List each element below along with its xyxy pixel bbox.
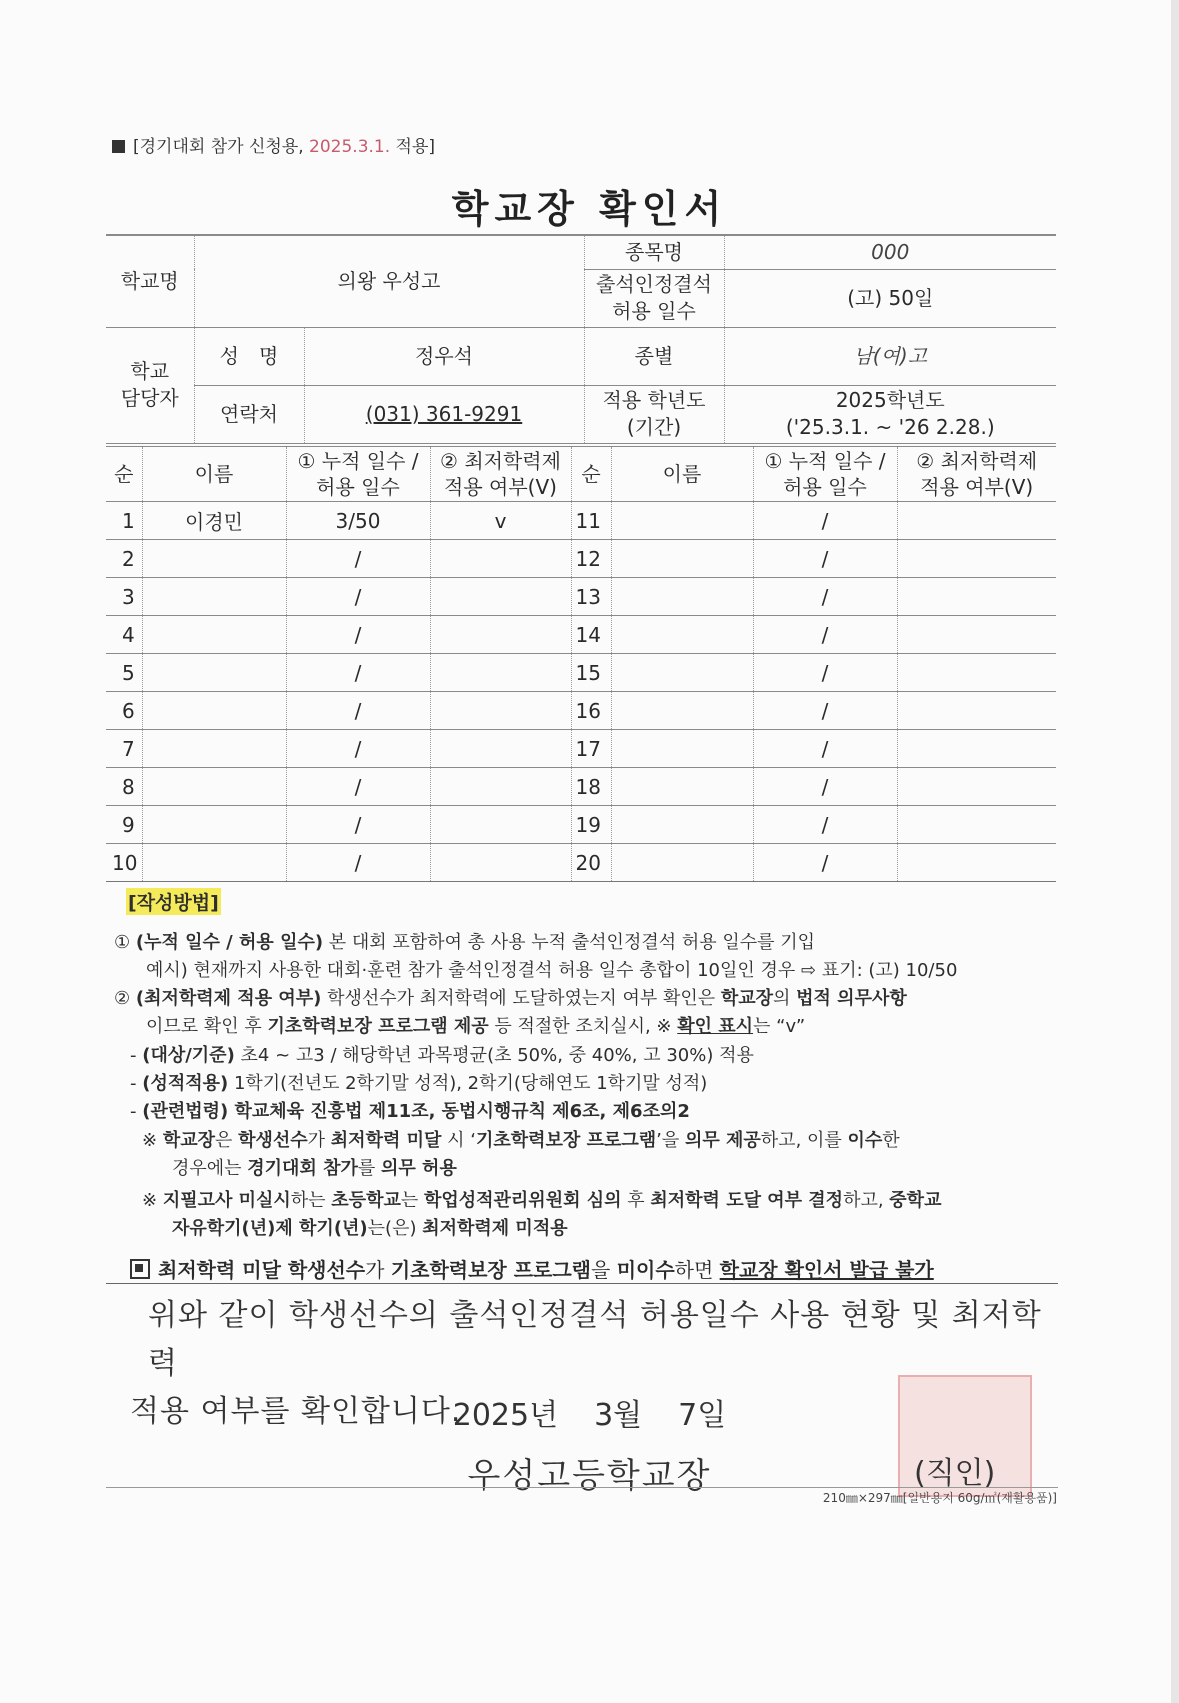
footnote <box>130 1254 1060 1283</box>
seq-cell: 16 <box>571 692 611 730</box>
instruction-10-bold2: 초등학교 <box>331 1190 401 1211</box>
instruction-line-6: - (성적적용) 1학기(전년도 2학기말 성적), 2학기(당해연도 1학기말 성적) <box>130 1073 708 1094</box>
seq-cell: 13 <box>571 578 611 616</box>
instruction-10-bold5: 중학교 <box>889 1190 942 1211</box>
check-cell <box>897 654 1056 692</box>
instruction-8-bold5: 의무 제공 <box>684 1130 761 1151</box>
instruction-10-bold3: 학업성적관리위원회 심의 <box>423 1190 622 1211</box>
instruction-4-text2: 등 적절한 조치실시, ※ <box>488 1016 678 1037</box>
check-cell <box>897 768 1056 806</box>
days-cell: / <box>753 616 897 654</box>
contact-value-cell <box>304 385 584 443</box>
instruction-8-bold6: 이수 <box>847 1130 883 1151</box>
check-cell <box>430 692 571 730</box>
instruction-9-text: 경우에는 <box>172 1158 248 1179</box>
roster-header-row <box>106 447 1056 502</box>
name-label: 성 명 <box>194 327 304 385</box>
seq-cell: 10 <box>106 844 142 882</box>
seq-header: 순 <box>571 447 611 502</box>
instruction-3-text2: 의 <box>773 988 797 1009</box>
instruction-11-bold: 자유학기(년)제 학기(년) <box>172 1218 368 1239</box>
table-row <box>106 806 1056 844</box>
name-cell <box>142 844 286 882</box>
name-cell <box>142 730 286 768</box>
instruction-8-text4: ’을 <box>656 1130 685 1151</box>
instruction-3-bold2: 학교장 <box>720 988 774 1009</box>
instruction-9-bold2: 의무 허용 <box>381 1158 457 1179</box>
days-cell: / <box>286 768 430 806</box>
min-header-line1: ② 최저학력제 <box>440 449 561 473</box>
roster-table <box>106 446 1056 882</box>
instruction-line-3 <box>114 984 907 1010</box>
check-cell: v <box>430 502 571 540</box>
staff-label-line1: 학교 <box>130 359 170 383</box>
check-cell <box>897 502 1056 540</box>
year-value-line1: 2025학년도 <box>835 388 945 412</box>
check-cell <box>430 540 571 578</box>
event-value: 000 <box>724 235 1056 269</box>
days-cell: / <box>753 730 897 768</box>
confirmation-line-2: 적용 여부를 확인합니다. <box>130 1394 462 1429</box>
instruction-4-bold: 기초학력보장 프로그램 제공 <box>267 1016 489 1037</box>
table-row <box>106 616 1056 654</box>
min-header <box>897 447 1056 502</box>
name-cell <box>611 540 753 578</box>
days-cell: / <box>753 806 897 844</box>
seq-cell: 20 <box>571 844 611 882</box>
contact-value: (031) 361-9291 <box>365 401 523 426</box>
year-value-line2: ('25.3.1. ~ '26 2.28.) <box>785 415 995 439</box>
header-note <box>112 132 435 157</box>
min-header-line2: 적용 여부(V) <box>444 475 557 499</box>
instruction-8-bold3: 최저학력 미달 <box>330 1130 442 1151</box>
year-value <box>724 385 1056 443</box>
allowed-days-label-line1: 출석인정결석 <box>596 272 712 296</box>
instruction-line-4 <box>146 1012 805 1038</box>
instruction-10-text4: 하고, <box>843 1190 890 1211</box>
footnote-bold2: 기초학력보장 프로그램 <box>390 1258 591 1282</box>
days-cell: / <box>753 692 897 730</box>
days-cell: / <box>286 616 430 654</box>
days-cell: / <box>286 540 430 578</box>
table-row <box>106 578 1056 616</box>
days-cell: / <box>753 502 897 540</box>
name-cell <box>611 844 753 882</box>
staff-label-line2: 담당자 <box>120 386 179 410</box>
instruction-8-text6: 한 <box>882 1130 900 1151</box>
gender-value: 남(여)고 <box>724 327 1056 385</box>
school-value: 의왕 우성고 <box>194 235 584 327</box>
circled-one: ① <box>114 932 131 953</box>
instruction-4-text3: 는 “v” <box>753 1016 806 1037</box>
instruction-11-bold2: 최저학력제 미적용 <box>422 1218 568 1239</box>
seq-cell: 4 <box>106 616 142 654</box>
allowed-days-value: (고) 50일 <box>724 269 1056 327</box>
instruction-4-bold2: 확인 표시 <box>677 1016 754 1037</box>
table-row <box>106 692 1056 730</box>
min-header <box>430 447 571 502</box>
instruction-8-text2: 가 <box>307 1130 331 1151</box>
check-cell <box>897 730 1056 768</box>
footnote-bold4: 학교장 확인서 발급 불가 <box>719 1258 934 1282</box>
days-cell: / <box>286 730 430 768</box>
days-cell: / <box>286 654 430 692</box>
date-month: 3월 <box>594 1398 643 1433</box>
days-cell: / <box>753 578 897 616</box>
days-cell: / <box>286 806 430 844</box>
check-cell <box>897 692 1056 730</box>
check-cell <box>430 730 571 768</box>
divider <box>106 1283 1058 1284</box>
seq-cell: 5 <box>106 654 142 692</box>
check-cell <box>897 616 1056 654</box>
header-note-prefix: [경기대회 참가 신청용, <box>133 137 310 157</box>
instruction-line-5: - (대상/기준) 초4 ~ 고3 / 해당학년 과목평균(초 50%, 중 40%, 고 30%) 적용 <box>130 1045 754 1066</box>
instruction-8-text3: 시 ‘ <box>441 1130 476 1151</box>
name-cell <box>611 578 753 616</box>
instructions-heading: [작성방법] <box>126 888 221 915</box>
name-cell <box>611 616 753 654</box>
paper-size-note: 210㎜×297㎜[일반용지 60g/㎡(재활용품)] <box>822 1491 1057 1505</box>
check-cell <box>897 578 1056 616</box>
seq-cell: 7 <box>106 730 142 768</box>
name-cell <box>142 616 286 654</box>
days-header <box>753 447 897 502</box>
days-cell: / <box>286 578 430 616</box>
instruction-10-text3: 후 <box>621 1190 651 1211</box>
days-header-line2: 허용 일수 <box>316 475 400 499</box>
seq-cell: 3 <box>106 578 142 616</box>
check-cell <box>897 844 1056 882</box>
table-row <box>106 730 1056 768</box>
seq-cell: 18 <box>571 768 611 806</box>
table-row <box>106 502 1056 540</box>
circled-two: ② <box>114 988 131 1009</box>
gender-label: 종별 <box>584 327 724 385</box>
year-label-line2: (기간) <box>626 415 682 439</box>
instruction-10-text: 하는 <box>290 1190 332 1211</box>
table-row <box>106 844 1056 882</box>
check-cell <box>430 578 571 616</box>
document-title: 학교장 확인서 <box>451 187 728 231</box>
year-label-line1: 적용 학년도 <box>602 388 706 412</box>
name-cell <box>611 806 753 844</box>
allowed-days-label <box>584 269 724 327</box>
name-cell <box>142 692 286 730</box>
seq-cell: 1 <box>106 502 142 540</box>
seal-label: (직인) <box>914 1456 996 1491</box>
table-row <box>106 768 1056 806</box>
instruction-1-text: 본 대회 포함하여 총 사용 누적 출석인정결석 허용 일수를 기입 <box>323 932 815 953</box>
date-year: 2025년 <box>452 1398 559 1433</box>
check-cell <box>430 806 571 844</box>
days-cell: / <box>753 654 897 692</box>
days-header <box>286 447 430 502</box>
footnote-text2: 을 <box>591 1258 617 1282</box>
school-signature: 우성고등학교장 <box>467 1456 712 1496</box>
days-cell: / <box>286 692 430 730</box>
instruction-8-bold4: 기초학력보장 프로그램 <box>475 1130 657 1151</box>
instruction-4-text: 이므로 확인 후 <box>146 1016 268 1037</box>
staff-label <box>106 327 194 443</box>
check-cell <box>430 844 571 882</box>
seq-cell: 6 <box>106 692 142 730</box>
instruction-line-8: ※ 학교장은 학생선수가 최저학력 미달 시 ‘기초학력보장 프로그램’을 의무 제공하고, 이를 이수한 <box>142 1130 900 1151</box>
footnote-bold3: 미이수 <box>616 1258 675 1282</box>
table-row <box>106 654 1056 692</box>
instruction-line-2 <box>146 956 957 982</box>
instruction-9-text2: 를 <box>357 1158 382 1179</box>
instruction-1-bold: (누적 일수 / 허용 일수) <box>135 932 324 953</box>
name-cell <box>142 654 286 692</box>
instruction-6-bold: (성적적용) <box>142 1073 229 1094</box>
name-header: 이름 <box>142 447 286 502</box>
name-cell <box>142 806 286 844</box>
seq-cell: 12 <box>571 540 611 578</box>
event-label: 종목명 <box>584 235 724 269</box>
footnote-text1: 가 <box>365 1258 391 1282</box>
instruction-10-bold4: 최저학력 도달 여부 결정 <box>650 1190 844 1211</box>
min-header-line1: ② 최저학력제 <box>916 449 1038 473</box>
seq-cell: 9 <box>106 806 142 844</box>
instruction-3-bold3: 법적 의무사항 <box>796 988 907 1009</box>
days-header-line2: 허용 일수 <box>783 475 867 499</box>
instruction-10-text2: 는 <box>400 1190 424 1211</box>
bottom-divider <box>106 1487 1058 1488</box>
name-cell: 이경민 <box>142 502 286 540</box>
check-cell <box>897 540 1056 578</box>
instruction-line-9 <box>172 1154 457 1180</box>
name-cell <box>611 730 753 768</box>
check-cell <box>430 654 571 692</box>
check-cell <box>430 768 571 806</box>
seq-header: 순 <box>106 447 142 502</box>
date-day: 7일 <box>678 1398 727 1433</box>
header-note-date: 2025.3.1. <box>309 137 391 157</box>
instruction-10-bold: 지필고사 미실시 <box>162 1190 291 1211</box>
seq-cell: 8 <box>106 768 142 806</box>
instruction-5-bold: (대상/기준) <box>142 1045 235 1066</box>
instruction-line-10: ※ 지필고사 미실시하는 초등학교는 학업성적관리위원회 심의 후 최저학력 도달 여부 결정하고, 중학교 <box>142 1190 942 1211</box>
instruction-8-text: 은 <box>214 1130 239 1151</box>
name-value: 정우석 <box>304 327 584 385</box>
instruction-line-1 <box>114 928 815 954</box>
instruction-9-bold: 경기대회 참가 <box>247 1158 358 1179</box>
confirmation-line-1: 위와 같이 학생선수의 출석인정결석 허용일수 사용 현황 및 최저학력 <box>148 1298 1042 1381</box>
days-cell: / <box>286 844 430 882</box>
allowed-days-label-line2: 허용 일수 <box>612 299 696 323</box>
name-cell <box>142 578 286 616</box>
name-cell <box>611 654 753 692</box>
days-cell: / <box>753 844 897 882</box>
days-header-line1: ① 누적 일수 / <box>297 449 419 473</box>
seq-cell: 2 <box>106 540 142 578</box>
instruction-2-text: 예시) 현재까지 사용한 대회·훈련 참가 출석인정결석 허용 일수 총합이 10일인 경우 ⇨ 표기: (고) 10/50 <box>146 960 958 981</box>
square-bullet-icon <box>112 140 125 153</box>
days-header-line1: ① 누적 일수 / <box>764 449 886 473</box>
check-cell <box>430 616 571 654</box>
days-cell: 3/50 <box>286 502 430 540</box>
instruction-6-text: 1학기(전년도 2학기말 성적), 2학기(당해연도 1학기말 성적) <box>228 1073 708 1094</box>
checkbox-icon <box>130 1259 150 1279</box>
instruction-7-bold: (관련법령) 학교체육 진흥법 제11조, 동법시행규칙 제6조, 제6조의2 <box>142 1101 690 1122</box>
contact-label: 연락처 <box>194 385 304 443</box>
days-cell: / <box>753 540 897 578</box>
name-cell <box>611 502 753 540</box>
instruction-11-text: 는(은) <box>367 1218 423 1239</box>
instruction-8-bold: 학교장 <box>162 1130 215 1151</box>
info-table <box>106 234 1056 444</box>
footnote-text3: 하면 <box>674 1258 720 1282</box>
seq-cell: 19 <box>571 806 611 844</box>
seq-cell: 14 <box>571 616 611 654</box>
instruction-3-bold: (최저학력제 적용 여부) <box>135 988 322 1009</box>
instruction-line-7: - (관련법령) 학교체육 진흥법 제11조, 동법시행규칙 제6조, 제6조의2 <box>130 1101 690 1122</box>
seq-cell: 15 <box>571 654 611 692</box>
check-cell <box>897 806 1056 844</box>
seq-cell: 11 <box>571 502 611 540</box>
header-note-suffix: 적용] <box>390 137 436 157</box>
instruction-5-text: 초4 ~ 고3 / 해당학년 과목평균(초 50%, 중 40%, 고 30%) 적용 <box>234 1045 754 1066</box>
table-row <box>106 540 1056 578</box>
name-cell <box>142 540 286 578</box>
name-cell <box>611 692 753 730</box>
footnote-bold1: 최저학력 미달 학생선수 <box>158 1258 366 1282</box>
instruction-3-text: 학생선수가 최저학력에 도달하였는지 여부 확인은 <box>321 988 721 1009</box>
min-header-line2: 적용 여부(V) <box>920 475 1034 499</box>
name-header: 이름 <box>611 447 753 502</box>
year-label <box>584 385 724 443</box>
days-cell: / <box>753 768 897 806</box>
instruction-8-text5: 하고, 이를 <box>760 1130 848 1151</box>
name-cell <box>611 768 753 806</box>
instruction-line-11 <box>172 1214 568 1240</box>
name-cell <box>142 768 286 806</box>
school-label: 학교명 <box>106 235 194 327</box>
seq-cell: 17 <box>571 730 611 768</box>
instruction-8-bold2: 학생선수 <box>238 1130 308 1151</box>
